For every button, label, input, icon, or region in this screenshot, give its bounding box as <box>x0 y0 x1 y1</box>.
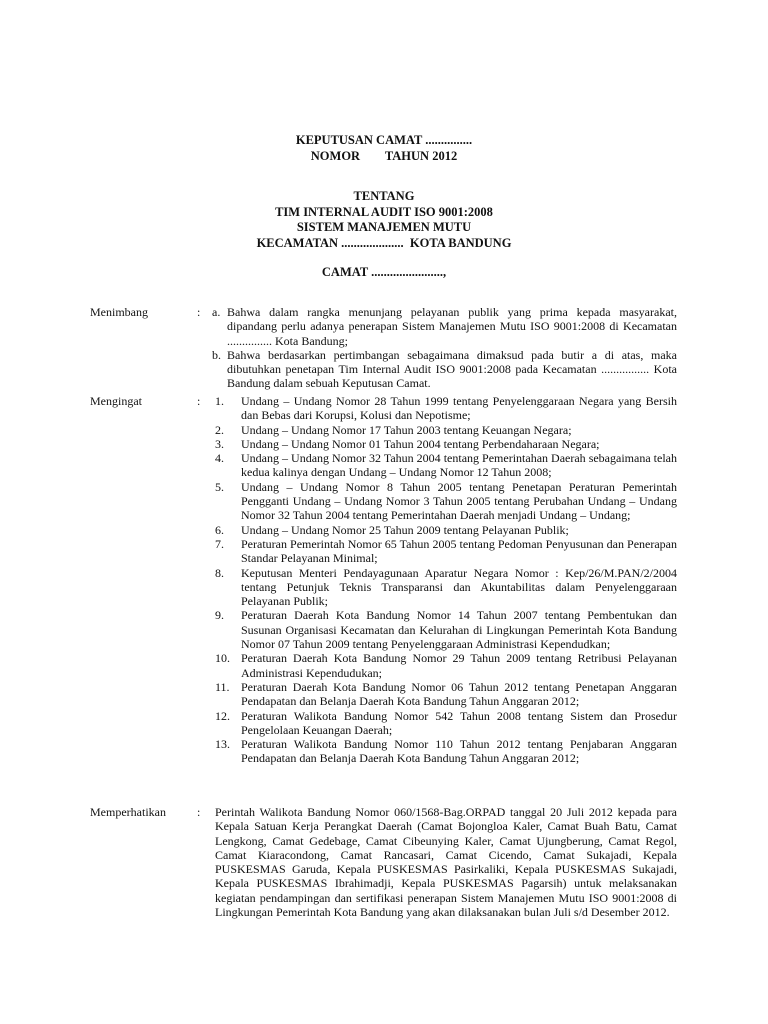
item-text: Peraturan Daerah Kota Bandung Nomor 29 Tahun 2009 tentang Retribusi Pelayanan Administrasi Kependudukan; <box>241 651 677 680</box>
item-text: Bahwa berdasarkan pertimbangan sebagaimana dimaksud pada butir a di atas, maka dibutuhkan penetapan Tim Internal Audit ISO 9001:2008 pada Kecamatan ................ Kota Bandung dalam sebuah Keputusan Camat. <box>227 347 677 391</box>
tentang-heading: TENTANG <box>353 189 415 203</box>
item-text: Undang – Undang Nomor 25 Tahun 2009 tentang Pelayanan Publik; <box>241 522 569 537</box>
item-marker: 4. <box>215 451 224 466</box>
item-marker: 5. <box>215 479 224 494</box>
memperhatikan-label: Memperhatikan <box>90 805 166 819</box>
camat-heading: CAMAT ......................., <box>321 265 447 279</box>
decree-title: KEPUTUSAN CAMAT ............... <box>295 133 473 147</box>
mengingat-label: Mengingat <box>90 394 142 408</box>
mengingat-item <box>215 451 677 480</box>
item-text: Undang – Undang Nomor 17 Tahun 2003 tentang Keuangan Negara; <box>241 422 572 437</box>
mengingat-item <box>215 437 677 451</box>
mengingat-item <box>215 709 677 738</box>
item-marker: 11. <box>215 679 230 694</box>
subject-line-2: SISTEM MANAJEMEN MUTU <box>296 220 472 234</box>
item-text: Undang – Undang Nomor 28 Tahun 1999 tentang Penyelenggaraan Negara yang Bersih dan Bebas dari Korupsi, Kolusi dan Nepotisme; <box>241 394 677 423</box>
item-marker: 6. <box>215 522 224 537</box>
item-text: Peraturan Daerah Kota Bandung Nomor 14 Tahun 2007 tentang Pembentukan dan Susunan Organisasi Kecamatan dan Kelurahan di Lingkungan Pemerintah Kota Bandung Nomor 07 Tahun 2009 tentang Penyelenggaraan Administrasi Kependudkan; <box>241 608 677 652</box>
mengingat-colon: : <box>197 394 201 408</box>
mengingat-item <box>215 608 677 651</box>
item-text: Peraturan Pemerintah Nomor 65 Tahun 2005 tentang Pedoman Penyusunan dan Penerapan Standar Pelayanan Minimal; <box>241 536 677 566</box>
mengingat-item <box>215 523 677 537</box>
item-marker: 8. <box>215 565 224 580</box>
item-text: Bahwa dalam rangka menunjang pelayanan publik yang prima kepada masyarakat, dipandang perlu adanya penerapan Sistem Manajemen Mutu ISO 9001:2008 di Kecamatan ............... Kota Bandung; <box>227 305 677 348</box>
item-marker: b. <box>212 347 221 362</box>
item-text: Keputusan Menteri Pendayagunaan Aparatur Negara Nomor : Kep/26/M.PAN/2/2004 tentang Petunjuk Teknis Transparansi dan Akuntabilitas dalam Penyelenggaraan Pelayanan Publik; <box>241 565 677 609</box>
mengingat-item <box>215 566 677 609</box>
mengingat-item <box>215 423 677 437</box>
document-header <box>0 133 768 251</box>
item-text: Peraturan Daerah Kota Bandung Nomor 06 Tahun 2012 tentang Penetapan Anggaran Pendapatan dan Belanja Daerah Kota Bandung Tahun Anggaran 2012; <box>241 679 677 709</box>
mengingat-list <box>215 394 677 766</box>
item-marker: 3. <box>215 436 224 451</box>
mengingat-item <box>215 680 677 709</box>
item-marker: 7. <box>215 536 224 551</box>
item-marker: 10. <box>215 651 230 666</box>
item-text: Undang – Undang Nomor 32 Tahun 2004 tentang Pemerintahan Daerah sebagaimana telah kedua kalinya dengan Undang – Undang Nomor 12 Tahun 2008; <box>241 451 677 480</box>
mengingat-item <box>215 737 677 766</box>
item-text: Undang – Undang Nomor 8 Tahun 2005 tentang Penetapan Peraturan Pemerintah Pengganti Undang – Undang Nomor 3 Tahun 2005 tentang Perubahan Undang – Undang Nomor 32 Tahun 2004 tentang Pemerintahan Daerah menjadi Undang – Undang; <box>241 479 677 523</box>
item-marker: 13. <box>215 737 230 752</box>
item-text: Peraturan Walikota Bandung Nomor 542 Tahun 2008 tentang Sistem dan Prosedur Pengelolaan Keuangan Daerah; <box>241 708 677 737</box>
item-marker: a. <box>212 305 221 319</box>
mengingat-item <box>215 480 677 523</box>
menimbang-item <box>212 348 677 391</box>
item-text: Peraturan Walikota Bandung Nomor 110 Tahun 2012 tentang Penjabaran Anggaran Pendapatan dan Belanja Daerah Kota Bandung Tahun Anggaran 2012; <box>241 737 677 766</box>
item-marker: 12. <box>215 708 230 723</box>
memperhatikan-text: Perintah Walikota Bandung Nomor 060/1568-Bag.ORPAD tanggal 20 Juli 2012 kepada para Kepala Satuan Kerja Perangkat Daerah (Camat Bojongloa Kaler, Camat Buah Batu, Camat Lengkong, Camat Gedebage, Camat Cibeunying Kaler, Camat Ujungberung, Camat Regol, Camat Kiaracondong, Camat Rancasari, Camat Cicendo, Camat Sukajadi, Kepala PUSKESMAS Garuda, Kepala PUSKESMAS Pasirkaliki, Kepala PUSKESMAS Sukajadi, Kepala PUSKESMAS Ibrahimadji, Kepala PUSKESMAS Pagarsih) untuk melaksanakan kegiatan pendampingan dan sertifikasi penerapan Sistem Manajemen Mutu ISO 9001:2008 di Lingkungan Pemerintah Kota Bandung yang akan dilaksanakan bulan Juli s/d Desember 2012. <box>215 805 677 920</box>
item-marker: 2. <box>215 422 224 437</box>
mengingat-item <box>215 537 677 566</box>
mengingat-item <box>215 394 677 423</box>
item-marker: 1. <box>215 394 224 408</box>
menimbang-colon: : <box>197 305 201 319</box>
menimbang-list <box>212 305 677 391</box>
memperhatikan-colon: : <box>197 805 201 819</box>
mengingat-item <box>215 651 677 680</box>
subject-line-3: KECAMATAN .................... KOTA BANDUNG <box>256 235 512 250</box>
subject-line-1: TIM INTERNAL AUDIT ISO 9001:2008 <box>275 204 493 219</box>
item-marker: 9. <box>215 608 224 623</box>
menimbang-item <box>212 305 677 348</box>
menimbang-label: Menimbang <box>90 305 148 319</box>
decree-number: NOMOR TAHUN 2012 <box>310 148 458 163</box>
item-text: Undang – Undang Nomor 01 Tahun 2004 tentang Perbendaharaan Negara; <box>241 436 600 451</box>
